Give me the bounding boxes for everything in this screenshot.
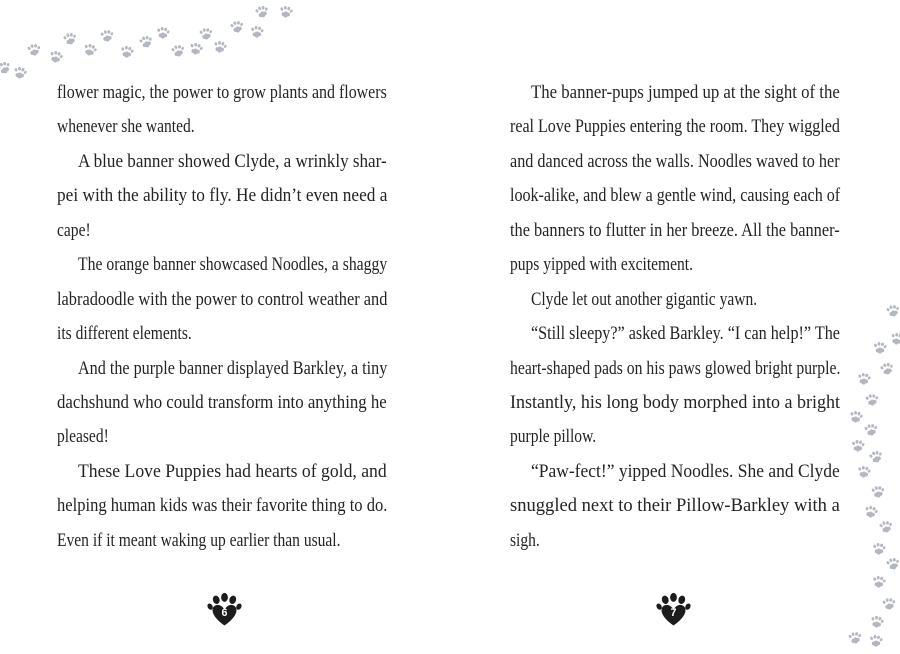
paw-print-icon — [252, 2, 271, 21]
paw-print-icon — [248, 23, 266, 41]
text-line: Instantly, his long body morphed into a bright — [510, 392, 840, 413]
paw-print-icon — [211, 38, 230, 57]
paw-print-icon — [869, 483, 886, 500]
text-line: labradoodle with the power to control weather and — [57, 289, 388, 310]
paw-print-icon — [154, 24, 172, 42]
right-page-text — [510, 76, 840, 558]
text-line: heart-shaped pads on his paws glowed bright purple. — [510, 358, 841, 379]
text-line: “Paw-fect!” yipped Noodles. She and Clyde — [531, 461, 840, 482]
text-line: real Love Puppies entering the room. They wiggled — [510, 117, 840, 138]
paw-print-icon — [849, 437, 866, 454]
paw-print-icon — [855, 370, 873, 388]
text-line: its different elements. — [57, 324, 192, 345]
paw-print-icon — [878, 360, 897, 379]
paw-print-icon — [855, 463, 874, 482]
text-line: helping human kids was their favorite thing to do. — [57, 496, 388, 517]
paw-print-icon — [884, 555, 900, 574]
text-line: purple pillow. — [510, 427, 597, 448]
text-line: sigh. — [510, 530, 540, 551]
left-page-text — [57, 76, 387, 558]
text-line: flower magic, the power to grow plants and flowers — [57, 83, 387, 103]
text-line: Clyde let out another gigantic yawn. — [531, 289, 758, 310]
paw-print-icon — [118, 43, 137, 62]
right-page-number-paw-icon — [656, 592, 691, 628]
text-line: and danced across the walls. Noodles waved to her — [510, 151, 840, 172]
text-line: The banner-pups jumped up at the sight of the — [531, 83, 840, 103]
text-line: whenever she wanted. — [57, 117, 195, 138]
paw-print-icon — [861, 502, 880, 521]
paw-print-icon — [862, 421, 880, 439]
paw-print-icon — [11, 64, 30, 83]
paw-print-icon — [870, 540, 888, 558]
paw-print-icon — [868, 613, 887, 632]
left-page-number-paw-icon — [207, 592, 242, 628]
paw-print-icon — [25, 41, 43, 59]
paw-print-icon — [80, 40, 100, 60]
text-line: The orange banner showcased Noodles, a shaggy — [78, 255, 388, 276]
right-page-number: 7 — [670, 606, 677, 619]
text-line: A blue banner showed Clyde, a wrinkly shar- — [78, 151, 387, 172]
paw-print-icon — [228, 18, 247, 37]
text-line: look-alike, and blew a gentle wind, causing each of — [510, 186, 841, 207]
paw-print-icon — [870, 573, 888, 591]
paw-print-icon — [136, 32, 156, 52]
text-line: These Love Puppies had hearts of gold, and — [78, 461, 387, 482]
text-line: pleased! — [57, 427, 109, 448]
paw-print-icon — [867, 632, 884, 649]
text-line: the banners to flutter in her breeze. All the banner- — [510, 220, 840, 241]
paw-print-icon — [98, 27, 115, 44]
paw-print-icon — [277, 3, 296, 22]
paw-print-icon — [877, 518, 896, 537]
paw-print-icon — [884, 302, 900, 321]
text-line: And the purple banner displayed Barkley, a tiny — [78, 358, 388, 379]
text-line: “Still sleepy?” asked Barkley. “I can help!” The — [531, 324, 840, 345]
text-line: snuggled next to their Pillow-Barkley with a — [510, 496, 840, 517]
paw-print-icon — [863, 391, 880, 408]
text-line: cape! — [57, 220, 91, 241]
text-line: dachshund who could transform into anything he — [57, 392, 387, 413]
paw-print-icon — [880, 595, 898, 613]
paw-print-icon — [46, 47, 66, 67]
paw-print-icon — [887, 329, 900, 349]
paw-print-icon — [61, 30, 80, 49]
text-line: Even if it meant waking up earlier than usual. — [57, 530, 341, 551]
paw-print-icon — [871, 339, 888, 356]
left-page-number: 6 — [221, 606, 228, 619]
text-line: pei with the ability to fly. He didn’t even need a — [57, 186, 388, 207]
paw-print-icon — [169, 42, 188, 61]
paw-print-icon — [846, 629, 864, 647]
text-line: pups yipped with excitement. — [510, 255, 694, 276]
